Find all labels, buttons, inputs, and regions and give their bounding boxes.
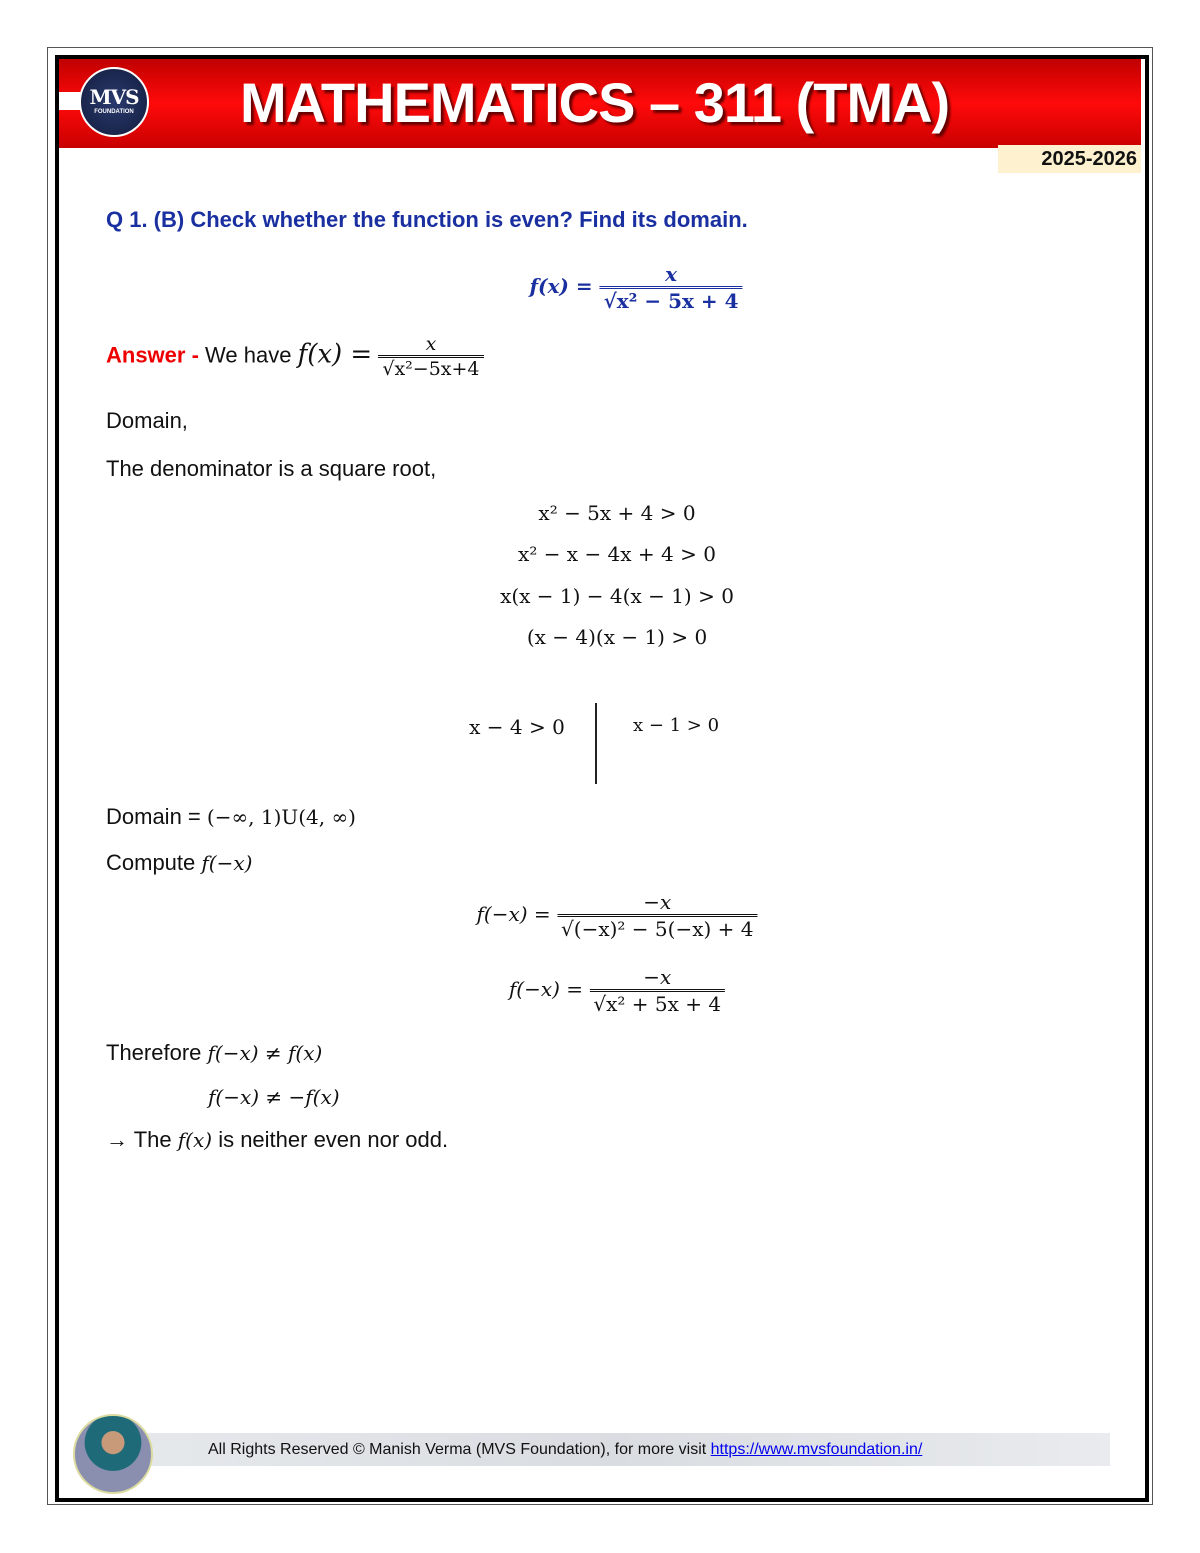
conclusion-the: The (133, 1127, 172, 1152)
fnx1-denominator: √(−x)² − 5(−x) + 4 (561, 917, 754, 941)
fnx-formula-1 (477, 890, 758, 941)
domain-heading: Domain, (106, 408, 188, 433)
answer-denominator: √x²−5x+4 (382, 358, 480, 380)
fnx2-numerator: −x (643, 965, 672, 989)
conclusion-expr: f(x) (177, 1128, 213, 1152)
formula-lhs: f(x) = (529, 274, 593, 298)
answer-text: We have (205, 342, 292, 368)
fnx1-lhs: f(−x) = (476, 902, 551, 926)
arrow-icon: → (106, 1127, 128, 1152)
therefore-expr: f(−x) ≠ f(x) (207, 1041, 323, 1065)
logo-text: MVS (89, 85, 139, 109)
therefore-label: Therefore (106, 1040, 202, 1065)
footer-link[interactable]: https://www.mvsfoundation.in/ (710, 1441, 923, 1458)
case-left: x − 4 > 0 (469, 715, 565, 739)
denominator-note: The denominator is a square root, (106, 456, 437, 481)
step-4: (x − 4)(x − 1) > 0 (526, 625, 708, 649)
year-badge: 2025-2026 (998, 145, 1141, 173)
logo-sub: FOUNDATION (94, 109, 134, 115)
case-divider (595, 703, 597, 784)
fnx2-denominator: √x² + 5x + 4 (593, 992, 722, 1016)
fnx2-lhs: f(−x) = (508, 977, 584, 1001)
author-avatar (73, 1414, 153, 1494)
answer-label: Answer - (106, 342, 199, 368)
formula-denominator: √x² − 5x + 4 (603, 289, 739, 313)
domain-label: Domain = (106, 804, 201, 829)
given-formula (529, 262, 742, 313)
mvs-logo (79, 67, 149, 137)
case-right: x − 1 > 0 (632, 715, 720, 736)
question (106, 207, 748, 233)
step-2: x² − x − 4x + 4 > 0 (518, 542, 716, 566)
compute-line (106, 850, 252, 876)
answer-line (106, 333, 484, 380)
conclusion-text: is neither even nor odd. (218, 1127, 449, 1152)
compute-label: Compute (106, 850, 196, 875)
therefore-line (106, 1040, 322, 1066)
question-label: Q 1. (B) (106, 207, 185, 232)
step-1: x² − 5x + 4 > 0 (538, 501, 696, 525)
domain-result (106, 804, 356, 830)
question-text: Check whether the function is even? Find its domain. (190, 207, 748, 232)
answer-numerator: x (425, 333, 437, 355)
domain-value: (−∞, 1)U(4, ∞) (206, 805, 356, 829)
step-3: x(x − 1) − 4(x − 1) > 0 (500, 584, 734, 608)
footer (208, 1441, 922, 1459)
footer-text: All Rights Reserved © Manish Verma (MVS Foundation), for more visit (208, 1441, 707, 1458)
fnx1-numerator: −x (643, 890, 672, 914)
formula-numerator: x (665, 262, 678, 286)
page-title: MATHEMATICS – 311 (TMA) (240, 71, 950, 134)
therefore-expr-2: f(−x) ≠ −f(x) (208, 1085, 340, 1109)
compute-expr: f(−x) (201, 851, 253, 875)
fnx-formula-2 (509, 965, 725, 1016)
conclusion-line (106, 1127, 448, 1153)
answer-lhs: f(x) = (297, 339, 373, 370)
